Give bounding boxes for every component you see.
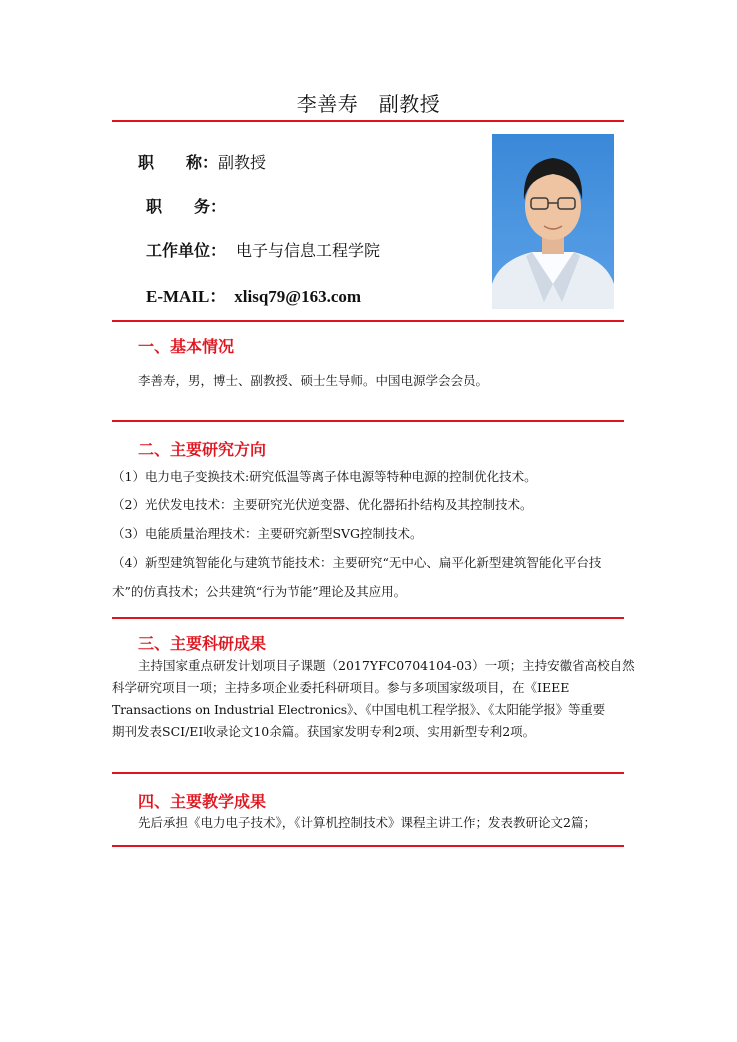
achievements-line-1: 主持国家重点研发计划项目子课题（2017YFC0704104-03）一项；主持安徽省高校自然: [138, 658, 635, 673]
profile-email-label: E-MAIL：: [146, 287, 227, 306]
section-divider-1: [112, 320, 624, 322]
research-item-4: （4）新型建筑智能化与建筑节能技术：主要研究“无中心、扁平化新型建筑智能化平台技: [112, 555, 602, 570]
achievements-line-3: Transactions on Industrial Electronics》、《中国电机工程学报》、《太阳能学报》等重要: [112, 702, 605, 717]
profile-title-row: [138, 150, 266, 173]
profile-unit-value: 电子与信息工程学院: [236, 241, 381, 260]
section-heading-research: 二、主要研究方向: [138, 440, 267, 459]
profile-position-row: [146, 194, 226, 217]
section-heading-achievements: 三、主要科研成果: [138, 634, 267, 653]
section-heading-teaching: 四、主要教学成果: [138, 792, 267, 811]
research-item-3: （3）电能质量治理技术：主要研究新型SVG控制技术。: [112, 526, 423, 541]
profile-photo: [492, 134, 614, 309]
achievements-line-4: 期刊发表SCI/EI收录论文10余篇。获国家发明专利2项、实用新型专利2项。: [112, 724, 536, 739]
research-item-2: （2）光伏发电技术：主要研究光伏逆变器、优化器拓扑结构及其控制技术。: [112, 497, 533, 512]
profile-title-value: 副教授: [218, 153, 267, 172]
section-divider-3: [112, 617, 624, 619]
section-divider-5: [112, 845, 624, 847]
section-heading-basic: 一、基本情况: [138, 337, 235, 356]
section-divider-4: [112, 772, 624, 774]
teaching-text: 先后承担《电力电子技术》，《计算机控制技术》课程主讲工作；发表教研论文2篇；: [138, 815, 596, 830]
achievements-line-2: 科学研究项目一项；主持多项企业委托科研项目。参与多项国家级项目，在《IEEE: [112, 680, 570, 695]
profile-unit-label: 工作单位：: [146, 241, 227, 260]
section-divider-2: [112, 420, 624, 422]
basic-info-text: 李善寿，男，博士、副教授、硕士生导师。中国电源学会会员。: [138, 373, 489, 388]
page-title: 李善寿 副教授: [296, 92, 441, 116]
profile-email-row: [146, 282, 361, 307]
header-divider: [112, 120, 624, 122]
profile-position-label: 职 务：: [146, 197, 227, 216]
portrait-image: [492, 134, 614, 309]
research-item-1: （1）电力电子变换技术:研究低温等离子体电源等特种电源的控制优化技术。: [112, 469, 537, 484]
profile-email-value: xlisq79@163.com: [234, 287, 362, 306]
research-item-4-cont: 术”的仿真技术；公共建筑“行为节能”理论及其应用。: [112, 584, 407, 599]
profile-unit-row: [146, 238, 380, 261]
profile-title-label: 职 称：: [138, 153, 219, 172]
